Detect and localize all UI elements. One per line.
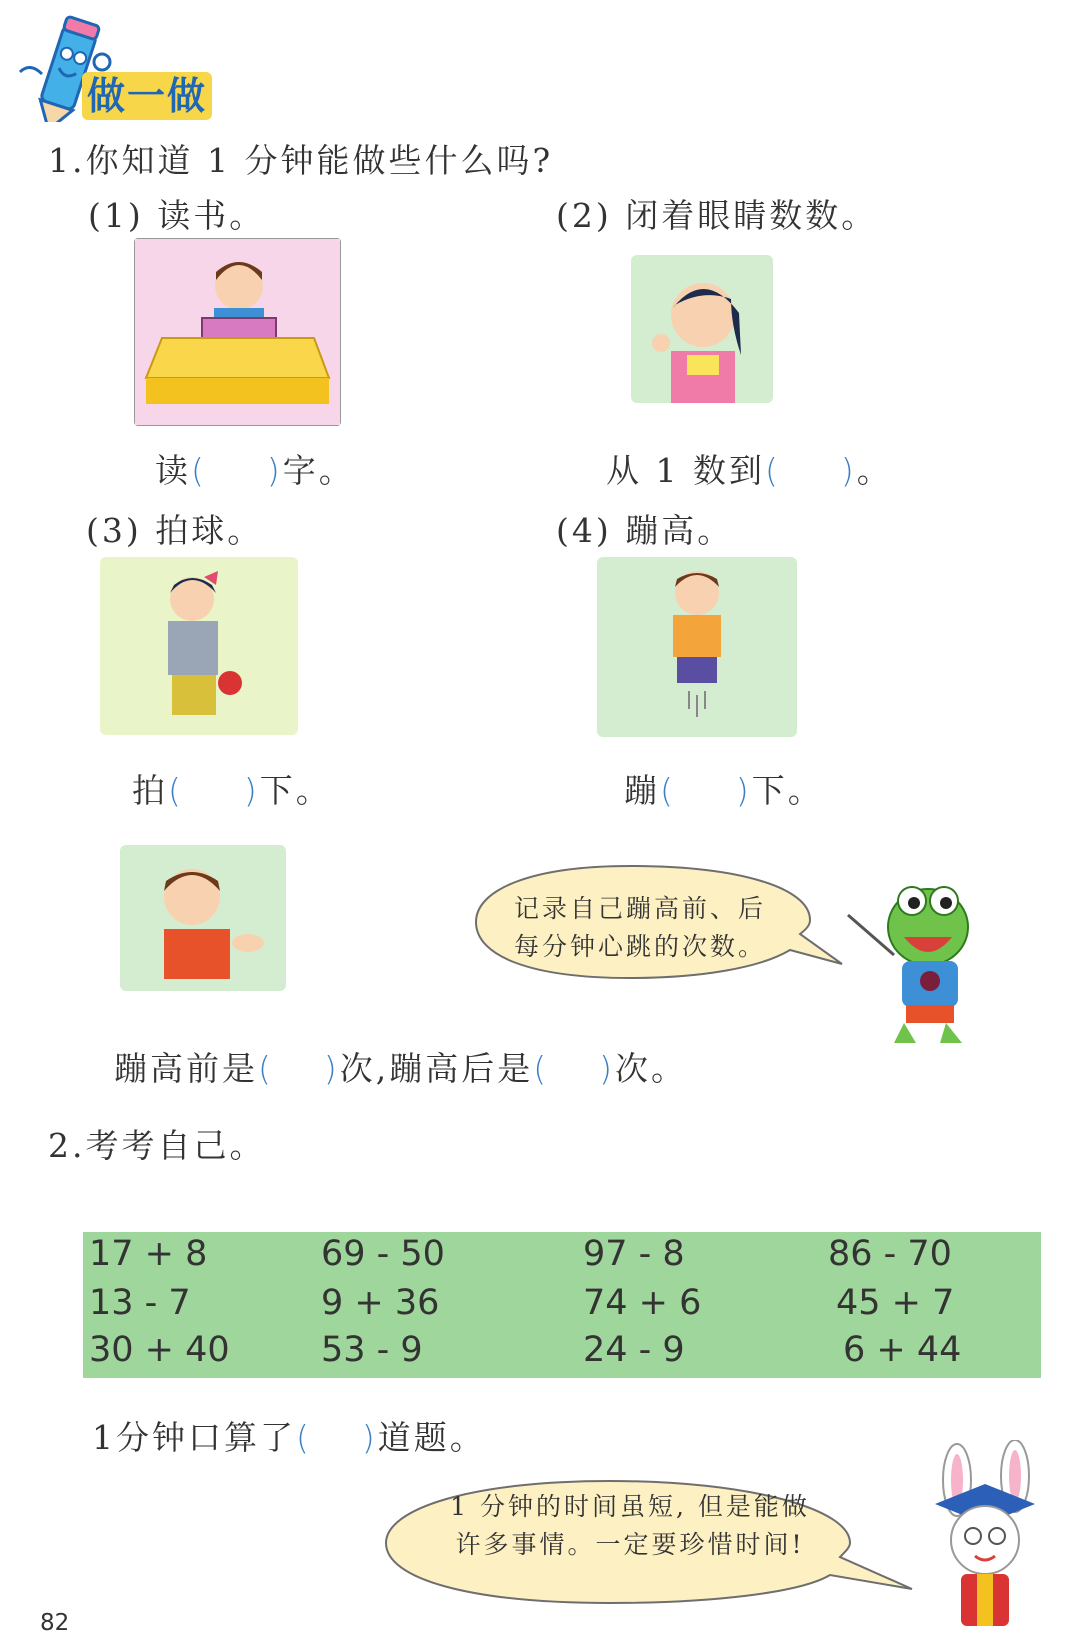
fill-count-to: 从 1 数到( )。	[606, 451, 893, 490]
section-title-badge: 做一做	[82, 72, 212, 120]
problem-item: 13 - 7	[89, 1283, 191, 1323]
page-number: 82	[40, 1610, 70, 1636]
problem-item: 45 + 7	[836, 1283, 955, 1323]
problem-item: 30 + 40	[89, 1330, 230, 1370]
fill-bounce-times: 拍( )下。	[132, 771, 332, 810]
item-4-label: (4) 蹦高。	[556, 511, 734, 550]
problem-item: 24 - 9	[583, 1330, 685, 1370]
problem-item: 17 + 8	[89, 1234, 208, 1274]
problem-item: 69 - 50	[321, 1234, 445, 1274]
girl-counting-image	[631, 255, 773, 403]
girl-bouncing-ball-image	[100, 557, 298, 735]
question-1-title: 1.你知道 1 分钟能做些什么吗?	[48, 141, 554, 180]
question-2-title: 2.考考自己。	[48, 1126, 266, 1165]
problem-item: 86 - 70	[828, 1234, 952, 1274]
problem-item: 97 - 8	[583, 1234, 685, 1274]
fill-words-read: 读( )字。	[155, 451, 355, 490]
fill-problems-count: 1分钟口算了( )道题。	[92, 1418, 486, 1457]
item-2-label: (2) 闭着眼睛数数。	[556, 196, 878, 235]
problem-item: 6 + 44	[843, 1330, 962, 1370]
frog-bubble-text: 记录自己蹦高前、后 每分钟心跳的次数。	[513, 894, 766, 961]
item-3-label: (3) 拍球。	[86, 511, 264, 550]
arithmetic-problems-panel	[83, 1232, 1041, 1378]
fill-heartbeat: 蹦高前是( )次,蹦高后是( )次。	[114, 1049, 687, 1088]
problem-item: 74 + 6	[583, 1283, 702, 1323]
fill-jump-times: 蹦( )下。	[624, 771, 824, 810]
boy-jumping-image	[597, 557, 797, 737]
item-1-label: (1) 读书。	[88, 196, 266, 235]
problem-item: 53 - 9	[321, 1330, 423, 1370]
rabbit-bubble-text: 1 分钟的时间虽短, 但是能做 许多事情。一定要珍惜时间!	[450, 1492, 810, 1559]
frog-teacher-mascot	[840, 875, 975, 1050]
rabbit-professor-mascot	[915, 1440, 1055, 1640]
boy-checking-pulse-image	[120, 845, 286, 991]
boy-reading-image	[134, 238, 341, 426]
problem-item: 9 + 36	[321, 1283, 440, 1323]
